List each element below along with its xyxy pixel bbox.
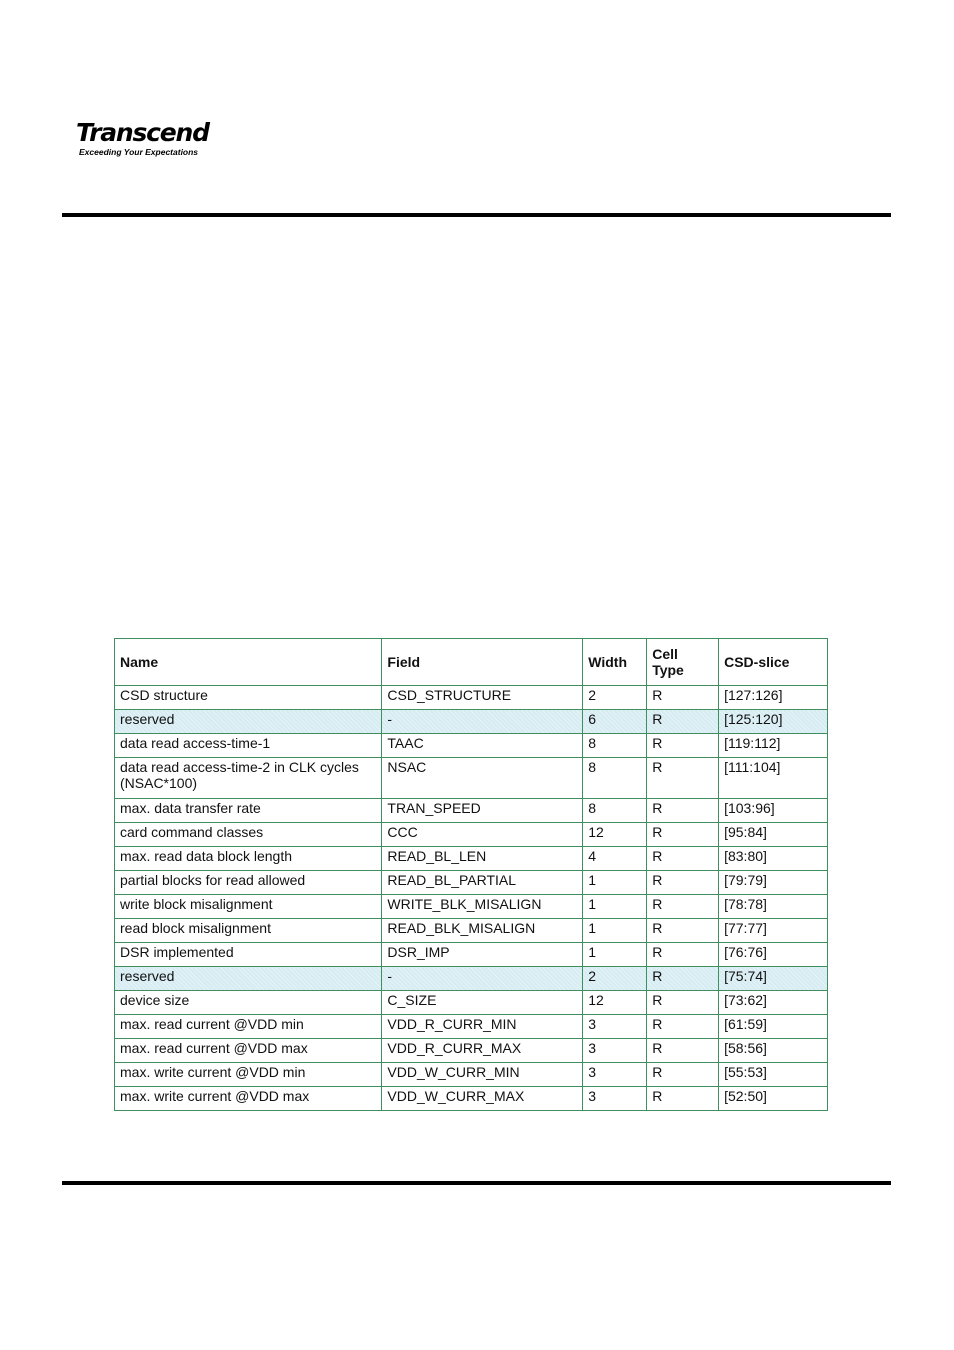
cell-width: 3: [583, 1039, 647, 1063]
cell-field: VDD_R_CURR_MAX: [382, 1039, 583, 1063]
csd-register-table: [114, 638, 828, 1111]
cell-type: R: [647, 967, 719, 991]
cell-field: READ_BL_PARTIAL: [382, 871, 583, 895]
cell-type: R: [647, 823, 719, 847]
cell-slice: [75:74]: [719, 967, 828, 991]
cell-field: VDD_R_CURR_MIN: [382, 1015, 583, 1039]
column-header-cell-type: Cell Type: [647, 639, 719, 686]
cell-slice: [103:96]: [719, 799, 828, 823]
brand-logo: [76, 118, 216, 157]
cell-slice: [61:59]: [719, 1015, 828, 1039]
cell-name: read block misalignment: [115, 919, 382, 943]
cell-name: device size: [115, 991, 382, 1015]
table-row: [115, 1063, 828, 1087]
cell-slice: [125:120]: [719, 710, 828, 734]
cell-width: 6: [583, 710, 647, 734]
cell-field: TRAN_SPEED: [382, 799, 583, 823]
cell-slice: [83:80]: [719, 847, 828, 871]
cell-name: data read access-time-1: [115, 734, 382, 758]
cell-width: 2: [583, 686, 647, 710]
table-row: [115, 1087, 828, 1111]
cell-field: -: [382, 967, 583, 991]
cell-name: reserved: [115, 710, 382, 734]
cell-type: R: [647, 799, 719, 823]
cell-slice: [127:126]: [719, 686, 828, 710]
cell-name: max. read current @VDD max: [115, 1039, 382, 1063]
table-row: [115, 823, 828, 847]
cell-width: 1: [583, 871, 647, 895]
cell-slice: [119:112]: [719, 734, 828, 758]
cell-width: 3: [583, 1087, 647, 1111]
cell-type: R: [647, 919, 719, 943]
logo-tagline: Exceeding Your Expectations: [79, 147, 199, 157]
cell-width: 12: [583, 823, 647, 847]
table-header-row: [115, 639, 828, 686]
cell-field: CCC: [382, 823, 583, 847]
cell-width: 1: [583, 895, 647, 919]
cell-type: R: [647, 943, 719, 967]
cell-type: R: [647, 686, 719, 710]
cell-name: data read access-time-2 in CLK cycles (NSAC*100): [115, 758, 382, 799]
cell-type: R: [647, 847, 719, 871]
cell-type: R: [647, 734, 719, 758]
cell-type: R: [647, 1087, 719, 1111]
table-row: [115, 991, 828, 1015]
cell-slice: [76:76]: [719, 943, 828, 967]
cell-name: max. read data block length: [115, 847, 382, 871]
cell-field: CSD_STRUCTURE: [382, 686, 583, 710]
table-row: [115, 686, 828, 710]
table-row: [115, 799, 828, 823]
table-row: [115, 758, 828, 799]
cell-type: R: [647, 710, 719, 734]
table-row: [115, 734, 828, 758]
cell-name: write block misalignment: [115, 895, 382, 919]
table-row-reserved: [115, 710, 828, 734]
column-header-width: Width: [583, 639, 647, 686]
cell-width: 4: [583, 847, 647, 871]
cell-field: VDD_W_CURR_MIN: [382, 1063, 583, 1087]
cell-type: R: [647, 991, 719, 1015]
header-rule: [62, 213, 891, 217]
cell-width: 12: [583, 991, 647, 1015]
table-row-reserved: [115, 967, 828, 991]
cell-field: TAAC: [382, 734, 583, 758]
cell-field: VDD_W_CURR_MAX: [382, 1087, 583, 1111]
column-header-field: Field: [382, 639, 583, 686]
table-row: [115, 871, 828, 895]
cell-width: 8: [583, 799, 647, 823]
table-row: [115, 1015, 828, 1039]
cell-width: 8: [583, 758, 647, 799]
cell-field: READ_BL_LEN: [382, 847, 583, 871]
cell-field: NSAC: [382, 758, 583, 799]
cell-type: R: [647, 871, 719, 895]
cell-slice: [95:84]: [719, 823, 828, 847]
cell-width: 1: [583, 943, 647, 967]
cell-name: reserved: [115, 967, 382, 991]
cell-width: 2: [583, 967, 647, 991]
table-row: [115, 895, 828, 919]
cell-slice: [73:62]: [719, 991, 828, 1015]
cell-field: -: [382, 710, 583, 734]
cell-slice: [52:50]: [719, 1087, 828, 1111]
table-row: [115, 1039, 828, 1063]
cell-width: 3: [583, 1063, 647, 1087]
table-row: [115, 919, 828, 943]
cell-field: READ_BLK_MISALIGN: [382, 919, 583, 943]
table-row: [115, 943, 828, 967]
cell-type: R: [647, 1039, 719, 1063]
cell-field: WRITE_BLK_MISALIGN: [382, 895, 583, 919]
cell-slice: [111:104]: [719, 758, 828, 799]
logo-wordmark: Transcend: [76, 118, 209, 147]
cell-name: partial blocks for read allowed: [115, 871, 382, 895]
table-row: [115, 847, 828, 871]
cell-name: max. read current @VDD min: [115, 1015, 382, 1039]
column-header-name: Name: [115, 639, 382, 686]
cell-name: CSD structure: [115, 686, 382, 710]
cell-slice: [79:79]: [719, 871, 828, 895]
footer-rule: [62, 1181, 891, 1185]
cell-slice: [55:53]: [719, 1063, 828, 1087]
cell-field: C_SIZE: [382, 991, 583, 1015]
cell-name: DSR implemented: [115, 943, 382, 967]
cell-type: R: [647, 758, 719, 799]
cell-slice: [77:77]: [719, 919, 828, 943]
cell-type: R: [647, 1015, 719, 1039]
cell-width: 1: [583, 919, 647, 943]
cell-width: 3: [583, 1015, 647, 1039]
cell-field: DSR_IMP: [382, 943, 583, 967]
cell-slice: [78:78]: [719, 895, 828, 919]
cell-slice: [58:56]: [719, 1039, 828, 1063]
cell-name: max. data transfer rate: [115, 799, 382, 823]
cell-name: max. write current @VDD min: [115, 1063, 382, 1087]
column-header-csd-slice: CSD-slice: [719, 639, 828, 686]
cell-name: max. write current @VDD max: [115, 1087, 382, 1111]
cell-type: R: [647, 1063, 719, 1087]
cell-width: 8: [583, 734, 647, 758]
cell-name: card command classes: [115, 823, 382, 847]
cell-type: R: [647, 895, 719, 919]
